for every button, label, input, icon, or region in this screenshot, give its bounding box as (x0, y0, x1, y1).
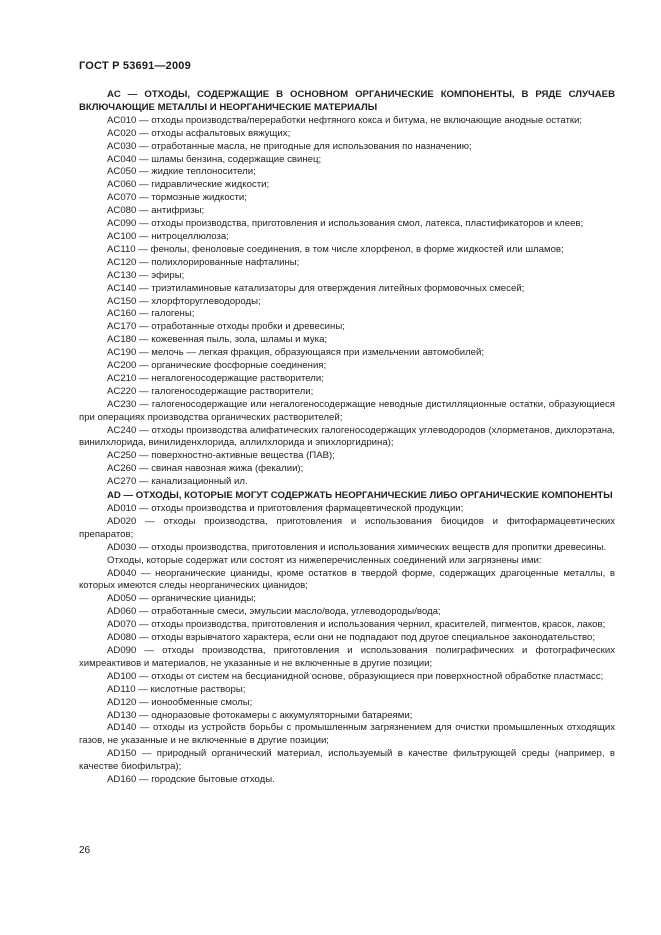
page-number: 26 (79, 845, 91, 856)
list-item: AD010 — отходы производства и приготовления фармацевтической продукции; (107, 503, 464, 514)
list-item: AC060 — гидравлические жидкости; (107, 179, 270, 191)
list-item: AC070 — тормозные жидкости; (107, 192, 247, 204)
list-item: AC120 — полихлорированные нафталины; (107, 256, 300, 268)
list-item: AD040 — неорганические цианиды, кроме остатков в твердой форме, содержащих драгоценные металлы, в которых имеются следы неорганических цианидов; (79, 567, 615, 592)
list-item: AD100 — отходы от систем на бесцианидной основе, образующиеся при поверхностной обработке пластмасс; (107, 670, 604, 682)
list-item: AC010 — отходы производства/переработки нефтяного кокса и битума, не включающие анодные остатки; (107, 114, 583, 126)
list-item: AC220 — галогеносодержащие растворители; (107, 385, 314, 397)
list-item: AC130 — эфиры; (107, 269, 185, 281)
list-item: AC180 — кожевенная пыль, зола, шламы и мука; (107, 334, 328, 346)
list-item: AC170 — отработанные отходы пробки и древесины; (107, 321, 345, 333)
list-item: Отходы, которые содержат или состоят из нижеперечисленных соединений или загрязнены ими: (107, 554, 542, 566)
list-item: AC260 — свиная навозная жижа (фекалии); (107, 463, 304, 475)
list-item: AC100 — нитроцеллюлоза; (107, 230, 229, 242)
list-item: AD050 — органические цианиды; (107, 593, 256, 605)
list-item: AC020 — отходы асфальтовых вяжущих; (107, 127, 291, 139)
list-item: AC040 — шламы бензина, содержащие свинец; (107, 153, 322, 165)
list-item: AD140 — отходы из устройств борьбы с промышленным загрязнением для очистки промышленных отходящих газов, не указанные и не включенные в другие позиции; (79, 722, 615, 747)
list-item: AD080 — отходы взрывчатого характера, если они не подпадают под другое специальное законодательство; (107, 632, 596, 644)
list-item: AD160 — городские бытовые отходы. (107, 774, 275, 786)
list-item: AC250 — поверхностно-активные вещества (ПАВ); (107, 450, 335, 462)
list-item: AC140 — триэтиламиновые катализаторы для отверждения литейных формовочных смесей; (107, 282, 525, 294)
list-item: AC240 — отходы производства алифатических галогеносодержащих углеводородов (хлорметанов, дихлорэтана, винилхлорида, винилиденхлорида, аллилхлорида и эпихлоргидрина); (79, 424, 615, 449)
list-item: AD120 — ионообменные смолы; (107, 696, 253, 708)
section-ac-list (79, 115, 615, 489)
list-item: AC190 — мелочь — легкая фракция, образующаяся при измельчении автомобилей; (107, 347, 485, 359)
list-item: AC270 — канализационный ил. (107, 476, 248, 488)
list-item: AC160 — галогены; (107, 308, 195, 320)
list-item: AD070 — отходы производства, приготовления и использования чернил, красителей, пигментов, красок, лаков; (107, 619, 606, 631)
list-item: AD090 — отходы производства, приготовления и использования полиграфических и фотографических химреактивов и материалов, не указанные и не включенные в другие позиции; (79, 644, 615, 669)
section-heading-ad: AD — ОТХОДЫ, КОТОРЫЕ МОГУТ СОДЕРЖАТЬ НЕОРГАНИЧЕСКИЕ ЛИБО ОРГАНИЧЕСКИЕ КОМПОНЕНТЫ (107, 490, 613, 502)
list-item: AC200 — органические фосфорные соединения; (107, 360, 327, 372)
list-item: AC080 — антифризы; (107, 205, 205, 217)
list-item: AC090 — отходы производства, приготовления и использования смол, латекса, пластификаторов и клеев; (107, 218, 584, 230)
list-item: AD110 — кислотные растворы; (107, 683, 246, 695)
list-item: AD060 — отработанные смеси, эмульсии масло/вода, углеводороды/вода; (107, 606, 441, 618)
list-item: AD130 — одноразовые фотокамеры с аккумуляторными батареями; (107, 709, 413, 721)
list-item: AD030 — отходы производства, приготовления и использования химических веществ для пропитки древесины. (107, 541, 607, 553)
section-ad-list (79, 503, 615, 787)
list-item: AC150 — хлорфторуглеводороды; (107, 295, 261, 307)
document-body (79, 88, 615, 787)
list-item: AC030 — отработанные масла, не пригодные для использования по назначению; (107, 140, 472, 152)
list-item: AD150 — природный органический материал, используемый в качестве фильтрующей среды (например, в качестве биофильтра); (79, 748, 615, 773)
list-item: AC110 — фенолы, феноловые соединения, в том числе хлорфенол, в форме жидкостей или шламов; (107, 243, 564, 255)
list-item: AC210 — негалогеносодержащие растворители; (107, 372, 324, 384)
document-code-header: ГОСТ Р 53691—2009 (79, 60, 191, 72)
list-item: AD020 — отходы производства, приготовления и использования биоцидов и фитофармацевтических препаратов; (79, 515, 615, 540)
list-item: AC230 — галогеносодержащие или негалогеносодержащие неводные дистилляционные остатки, образующиеся при операциях производства органических растворителей; (79, 398, 615, 423)
list-item: AC050 — жидкие теплоносители; (107, 166, 256, 178)
section-heading-ac: AC — ОТХОДЫ, СОДЕРЖАЩИЕ В ОСНОВНОМ ОРГАНИЧЕСКИЕ КОМПОНЕНТЫ, В РЯДЕ СЛУЧАЕВ ВКЛЮЧАЮЩИЕ МЕТАЛЛЫ И НЕОРГАНИЧЕСКИЕ МАТЕРИАЛЫ (79, 89, 615, 113)
